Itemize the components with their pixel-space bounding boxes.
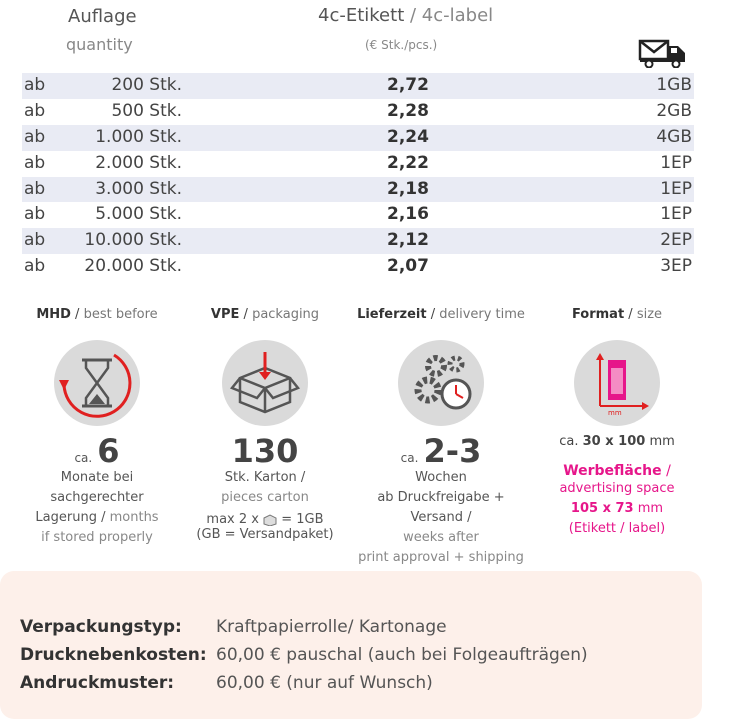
price-prefix: ab xyxy=(24,256,46,277)
format-mm-label: mm xyxy=(608,409,622,417)
price-value: 2,72 xyxy=(387,75,429,95)
price-row xyxy=(22,177,694,203)
mhd-line2: sachgerechter xyxy=(50,490,144,505)
price-qty: 5.000 Stk. xyxy=(95,204,182,225)
price-qty: 3.000 Stk. xyxy=(95,178,182,199)
price-row xyxy=(22,151,694,177)
mhd-section xyxy=(7,303,187,548)
price-prefix: ab xyxy=(24,100,46,121)
vpe-note1: max 2 x = 1GB xyxy=(206,512,324,527)
price-value: 2,24 xyxy=(387,126,429,147)
gears-clock-icon xyxy=(398,340,484,426)
delivery-line4: print approval + shipping xyxy=(358,550,524,565)
format-size: ca. 30 x 100 mm xyxy=(559,434,675,449)
price-shipping: 1EP xyxy=(660,204,692,225)
format-ad-title: Werbefläche / xyxy=(563,463,671,479)
label-header-de: 4c-Etikett xyxy=(318,5,405,26)
price-value: 2,28 xyxy=(387,100,429,121)
label-size-icon xyxy=(574,340,660,426)
small-box-icon xyxy=(263,514,277,526)
vpe-section xyxy=(175,303,355,542)
price-shipping: 1GB xyxy=(656,75,692,95)
info-row-packaging: Verpackungstyp: Kraftpapierrolle/ Kartonage xyxy=(20,617,447,637)
quantity-header-en: quantity xyxy=(66,35,133,54)
price-prefix: ab xyxy=(24,178,46,199)
delivery-title: Lieferzeit / delivery time xyxy=(357,307,525,322)
price-value: 2,07 xyxy=(387,256,429,277)
quantity-header-de: Auflage xyxy=(68,6,137,27)
delivery-line2: ab Druckfreigabe + Versand / xyxy=(377,490,505,525)
price-row xyxy=(22,73,694,99)
vpe-note2: (GB = Versandpaket) xyxy=(196,527,334,542)
mhd-title: MHD / best before xyxy=(36,307,158,322)
price-row xyxy=(22,99,694,125)
label-header xyxy=(318,5,493,26)
vpe-value: 130 xyxy=(231,432,299,470)
delivery-value: 2-3 xyxy=(423,432,482,470)
price-qty: 10.000 Stk. xyxy=(84,230,182,251)
format-ad-en: advertising space xyxy=(559,481,675,496)
price-qty: 2.000 Stk. xyxy=(95,152,182,173)
mhd-ca: ca. xyxy=(74,451,93,465)
price-qty: 1.000 Stk. xyxy=(95,126,182,147)
price-row xyxy=(22,125,694,151)
format-title: Format / size xyxy=(571,307,663,322)
price-shipping: 4GB xyxy=(656,126,692,147)
vpe-title: VPE / packaging xyxy=(210,307,320,322)
mhd-line3: Lagerung / months xyxy=(35,510,159,525)
delivery-line3: weeks after xyxy=(403,530,479,545)
info-row-proof: Andruckmuster: 60,00 € (nur auf Wunsch) xyxy=(20,673,433,693)
price-shipping: 2GB xyxy=(656,100,692,121)
price-prefix: ab xyxy=(24,204,46,225)
price-row xyxy=(22,202,694,228)
price-value: 2,22 xyxy=(387,152,429,173)
envelope-truck-icon xyxy=(638,38,688,68)
price-row xyxy=(22,228,694,254)
delivery-section xyxy=(351,303,531,568)
price-value: 2,12 xyxy=(387,230,429,251)
price-value: 2,18 xyxy=(387,178,429,199)
price-qty: 500 Stk. xyxy=(111,100,182,121)
mhd-line4: if stored properly xyxy=(41,530,153,545)
delivery-line1: Wochen xyxy=(415,470,467,485)
info-row-costs: Drucknebenkosten: 60,00 € pauschal (auch bei Folgeaufträgen) xyxy=(20,645,588,665)
unit-header: (€ Stk./pcs.) xyxy=(365,38,438,52)
price-prefix: ab xyxy=(24,126,46,147)
mhd-line1: Monate bei xyxy=(60,470,134,485)
vpe-line1: Stk. Karton / xyxy=(224,470,306,485)
price-shipping: 1EP xyxy=(660,178,692,199)
price-value: 2,16 xyxy=(387,204,429,225)
price-prefix: ab xyxy=(24,75,46,95)
price-prefix: ab xyxy=(24,152,46,173)
format-section xyxy=(527,303,707,539)
price-shipping: 2EP xyxy=(660,230,692,251)
label-header-en: 4c-label xyxy=(421,5,494,26)
box-icon xyxy=(222,340,308,426)
price-qty: 20.000 Stk. xyxy=(84,256,182,277)
hourglass-icon xyxy=(54,340,140,426)
mhd-value: 6 xyxy=(97,432,120,470)
price-qty: 200 Stk. xyxy=(111,75,182,95)
format-ad-note: (Etikett / label) xyxy=(568,521,666,536)
price-prefix: ab xyxy=(24,230,46,251)
price-shipping: 3EP xyxy=(660,256,692,277)
price-table xyxy=(22,73,694,280)
price-shipping: 1EP xyxy=(660,152,692,173)
delivery-ca: ca. xyxy=(400,451,419,465)
format-ad-size: 105 x 73 mm xyxy=(570,501,664,516)
label-header-sep: / xyxy=(404,5,422,26)
price-row xyxy=(22,254,694,280)
vpe-line2: pieces carton xyxy=(221,490,309,505)
